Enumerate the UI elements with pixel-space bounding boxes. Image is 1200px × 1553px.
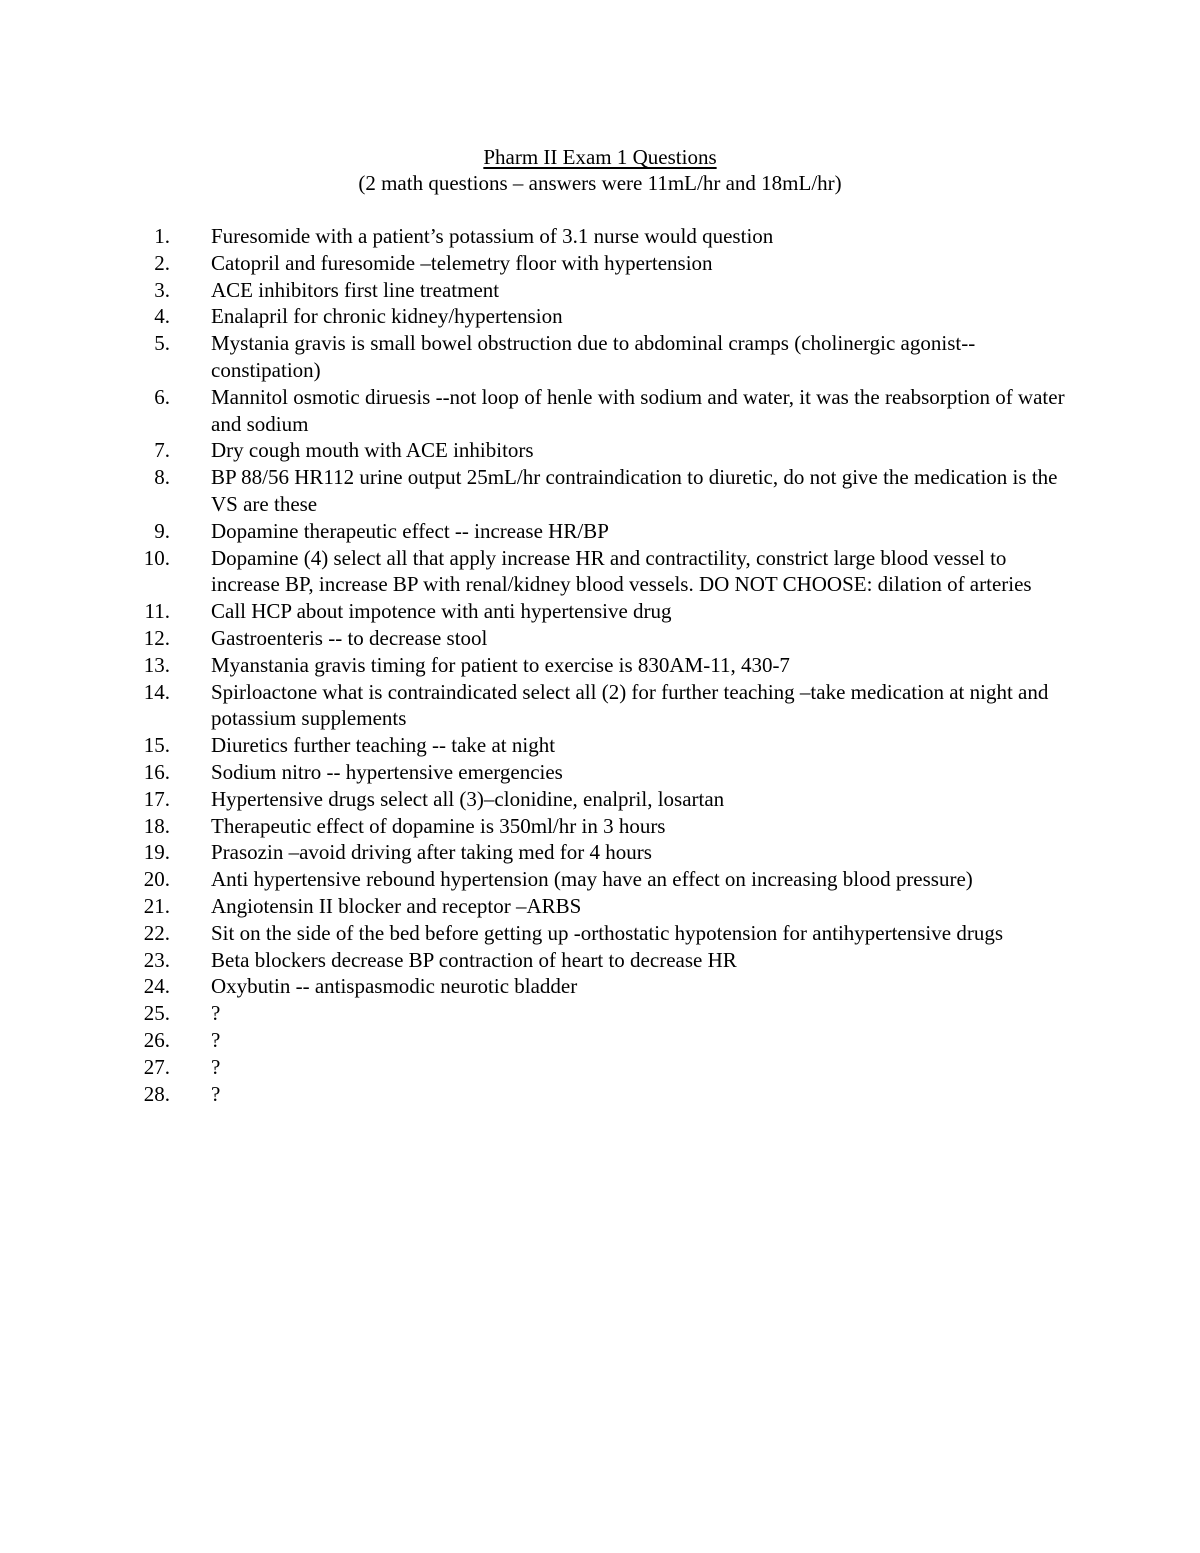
list-item [0,518,1071,545]
item-text: Hypertensive drugs select all (3)–clonidine, enalpril, losartan [211,786,725,811]
question-list [0,223,1200,1107]
item-number: 25. [143,1001,170,1026]
item-number: 6. [154,384,170,409]
item-number: 27. [143,1054,170,1079]
item-number: 26. [143,1027,170,1052]
item-number: 22. [143,920,170,945]
item-text: Angiotensin II blocker and receptor –ARBS [211,893,582,918]
list-item [0,437,1071,464]
list-item [0,1027,1071,1054]
item-text: Dopamine (4) select all that apply increase HR and contractility, constrict large blood vessel to increase BP, increase BP with renal/kidney blood vessels. DO NOT CHOOSE: dilation of arteries [211,545,1032,597]
item-text: Catopril and furesomide –telemetry floor with hypertension [211,250,713,275]
item-text: Myanstania gravis timing for patient to exercise is 830AM-11, 430-7 [211,652,790,677]
item-number: 19. [143,840,170,865]
item-text: Therapeutic effect of dopamine is 350ml/hr in 3 hours [211,813,666,838]
list-item [0,973,1071,1000]
item-text: Dry cough mouth with ACE inhibitors [211,438,534,463]
item-number: 24. [143,974,170,999]
item-text: Beta blockers decrease BP contraction of heart to decrease HR [211,947,737,972]
item-number: 9. [154,518,170,543]
item-text: Sodium nitro -- hypertensive emergencies [211,759,563,784]
list-item [0,277,1071,304]
list-item [0,464,1071,518]
list-item [0,866,1071,893]
list-item [0,1081,1071,1108]
list-item [0,679,1071,733]
item-number: 12. [143,625,170,650]
list-item [0,1054,1071,1081]
list-item [0,732,1071,759]
item-text: Call HCP about impotence with anti hypertensive drug [211,599,672,624]
list-item [0,813,1071,840]
item-text: Mystania gravis is small bowel obstruction due to abdominal cramps (cholinergic agonist--constipation) [211,331,976,382]
item-text: Dopamine therapeutic effect -- increase HR/BP [211,518,609,543]
item-number: 4. [154,304,170,329]
item-number: 10. [143,545,170,570]
list-item [0,303,1071,330]
item-number: 18. [143,813,170,838]
list-item [0,625,1071,652]
list-item [0,652,1071,679]
item-text: ? [211,1001,221,1026]
item-text: Sit on the side of the bed before getting up -orthostatic hypotension for antihypertensive drugs [211,920,1003,945]
item-text: ? [211,1054,221,1079]
item-text: Furesomide with a patient’s potassium of 3.1 nurse would question [211,224,774,248]
item-number: 3. [154,277,170,302]
list-item [0,545,1071,599]
item-number: 20. [143,867,170,892]
item-number: 21. [143,893,170,918]
item-text: Spirloactone what is contraindicated select all (2) for further teaching –take medication at night and potassium supplements [211,679,1049,731]
item-number: 11. [144,599,170,624]
list-item [0,223,1071,250]
item-text: Gastroenteris -- to decrease stool [211,625,488,650]
list-item [0,786,1071,813]
item-text: ACE inhibitors first line treatment [211,277,500,302]
item-text: Prasozin –avoid driving after taking med for 4 hours [211,840,652,865]
item-number: 13. [143,652,170,677]
item-number: 14. [143,679,170,704]
item-text: Anti hypertensive rebound hypertension (may have an effect on increasing blood pressure) [211,867,973,892]
item-text: ? [211,1081,221,1106]
item-text: Mannitol osmotic diruesis --not loop of henle with sodium and water, it was the reabsorption of water and sodium [211,384,1065,436]
item-number: 17. [143,786,170,811]
list-item [0,384,1071,438]
item-number: 23. [143,947,170,972]
item-number: 1. [154,224,170,248]
list-item [0,330,1071,384]
list-item [0,759,1071,786]
item-number: 2. [154,250,170,275]
list-item [0,250,1071,277]
item-text: Diuretics further teaching -- take at night [211,733,556,758]
item-number: 16. [143,759,170,784]
item-text: Oxybutin -- antispasmodic neurotic bladder [211,974,578,999]
list-item [0,1000,1071,1027]
list-item [0,598,1071,625]
page-subtitle: (2 math questions – answers were 11mL/hr and 18mL/hr) [358,171,842,195]
item-number: 8. [154,465,170,490]
item-number: 7. [154,438,170,463]
item-text: BP 88/56 HR112 urine output 25mL/hr contraindication to diuretic, do not give the medication is the VS are these [211,465,1058,516]
list-item [0,920,1071,947]
list-item [0,839,1071,866]
item-number: 28. [143,1081,170,1106]
item-text: Enalapril for chronic kidney/hypertension [211,304,563,329]
list-item [0,893,1071,920]
item-text: ? [211,1027,221,1052]
page-title: Pharm II Exam 1 Questions [483,145,717,169]
item-number: 15. [143,733,170,758]
item-number: 5. [154,331,170,356]
list-item [0,947,1071,974]
